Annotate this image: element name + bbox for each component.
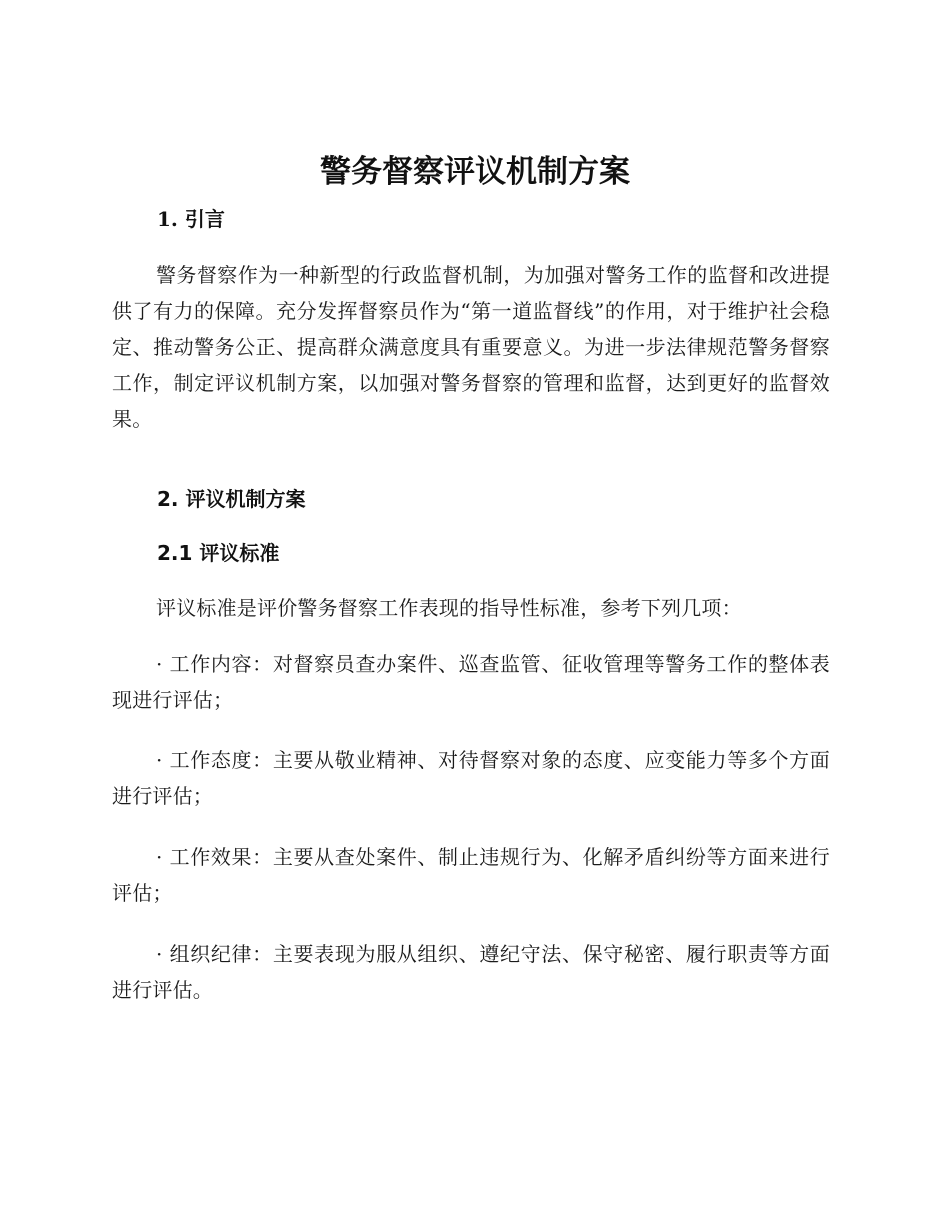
section-heading-introduction: 1. 引言 xyxy=(157,207,225,231)
criteria-item-work-attitude: · 工作态度：主要从敬业精神、对待督察对象的态度、应变能力等多个方面进行评估； xyxy=(112,748,830,808)
criteria-item-work-content: · 工作内容：对督察员查办案件、巡查监管、征收管理等警务工作的整体表现进行评估； xyxy=(112,652,830,712)
introduction-paragraph: 警务督察作为一种新型的行政监督机制，为加强对警务工作的监督和改进提供了有力的保障。充分发挥督察员作为“第一道监督线”的作用，对于维护社会稳定、推动警务公正、提高群众满意度具有重要意义。为进一步法律规范警务督察工作，制定评议机制方案，以加强对警务督察的管理和监督，达到更好的监督效果。 xyxy=(112,263,830,431)
subsection-heading-evaluation-criteria: 2.1 评议标准 xyxy=(157,541,280,565)
criteria-item-work-results: · 工作效果：主要从查处案件、制止违规行为、化解矛盾纠纷等方面来进行评估； xyxy=(112,845,830,905)
criteria-item-organizational-discipline: · 组织纪律：主要表现为服从组织、遵纪守法、保守秘密、履行职责等方面进行评估。 xyxy=(112,942,830,1002)
section-heading-evaluation-scheme: 2. 评议机制方案 xyxy=(157,487,306,511)
document-title: 警务督察评议机制方案 xyxy=(320,154,630,190)
criteria-intro-paragraph: 评议标准是评价警务督察工作表现的指导性标准，参考下列几项： xyxy=(156,596,742,620)
